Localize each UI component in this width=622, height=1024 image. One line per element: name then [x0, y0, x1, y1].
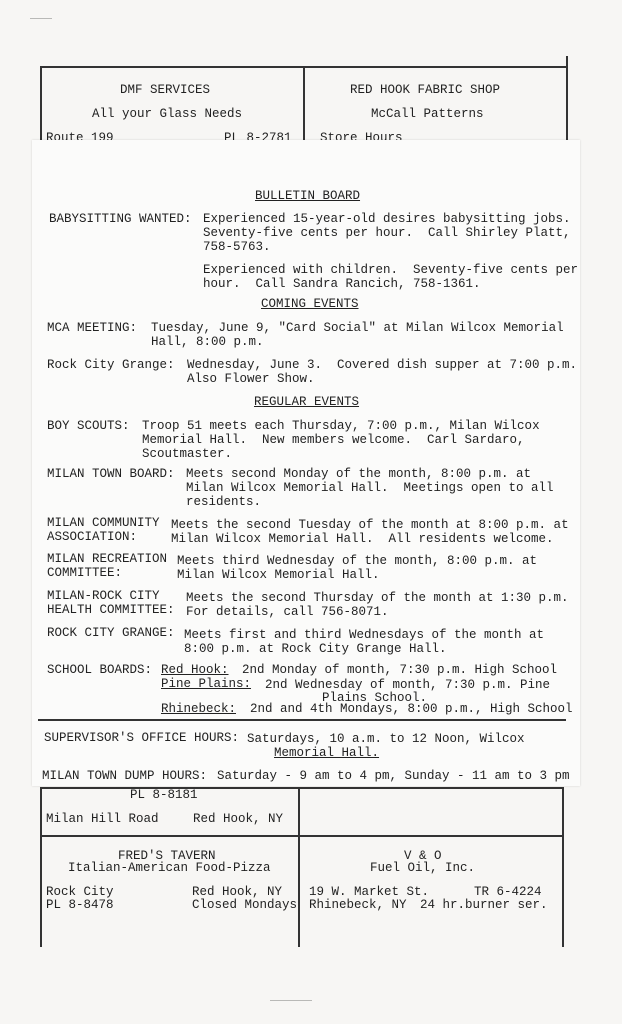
grange-line: Also Flower Show.	[187, 372, 315, 386]
supervisor-line: Memorial Hall.	[274, 746, 380, 760]
scan-mark	[270, 1000, 312, 1001]
boy-scouts-label: BOY SCOUTS:	[47, 419, 130, 433]
boy-scouts-line: Troop 51 meets each Thursday, 7:00 p.m., Milan Wilcox	[142, 419, 540, 433]
health-line: Meets the second Thursday of the month at 1:30 p.m.	[186, 591, 569, 605]
health-label: HEALTH COMMITTEE:	[47, 603, 175, 617]
supervisor-line: Saturdays, 10 a.m. to 12 Noon, Wilcox	[247, 732, 525, 746]
community-label: MILAN COMMUNITY	[47, 516, 160, 530]
separator-line	[38, 719, 566, 721]
pine-plains-text: 2nd Wednesday of month, 7:30 p.m. Pine	[265, 678, 551, 692]
fabric-shop-hours-partial: Store Hours	[320, 131, 403, 140]
coming-events-title: COMING EVENTS	[261, 297, 359, 311]
freds-tagline: Italian-American Food-Pizza	[68, 861, 271, 875]
recreation-line: Milan Wilcox Memorial Hall.	[177, 568, 380, 582]
bottom-frame-top	[40, 787, 562, 789]
supervisor-label: SUPERVISOR'S OFFICE HOURS:	[44, 731, 240, 745]
babysitting-line: Experienced with children. Seventy-five cents per	[203, 263, 579, 277]
ad-town: Red Hook, NY	[193, 812, 284, 826]
recreation-label: COMMITTEE:	[47, 566, 123, 580]
bottom-frame-left	[40, 787, 42, 947]
freds-name: FRED'S TAVERN	[118, 849, 216, 863]
bottom-frame-right	[562, 787, 564, 947]
freds-phone: PL 8-8478	[46, 898, 114, 912]
red-hook-text: 2nd Monday of month, 7:30 p.m. High School	[242, 663, 558, 677]
babysitting-line: hour. Call Sandra Rancich, 758-1361.	[203, 277, 481, 291]
town-board-line: Meets second Monday of the month, 8:00 p.m. at	[186, 467, 532, 481]
town-board-line: residents.	[186, 495, 262, 509]
babysitting-line: 758-5763.	[203, 240, 271, 254]
recreation-label: MILAN RECREATION	[47, 552, 168, 566]
ad-phone: PL 8-8181	[130, 788, 198, 802]
vo-street: 19 W. Market St.	[309, 885, 430, 899]
town-board-line: Milan Wilcox Memorial Hall. Meetings open to all	[186, 481, 554, 495]
vo-name: V & O	[404, 849, 442, 863]
dump-text: Saturday - 9 am to 4 pm, Sunday - 11 am to 3 pm	[217, 769, 570, 783]
babysitting-line: Experienced 15-year-old desires babysitting jobs.	[203, 212, 571, 226]
grange-regular-line: 8:00 p.m. at Rock City Grange Hall.	[184, 642, 447, 656]
babysitting-line: Seventy-five cents per hour. Call Shirley Platt,	[203, 226, 571, 240]
vo-phone: TR 6-4224	[474, 885, 542, 899]
rhinebeck-name: Rhinebeck:	[161, 702, 237, 716]
recreation-line: Meets third Wednesday of the month, 8:00 p.m. at	[177, 554, 538, 568]
health-line: For details, call 756-8071.	[186, 605, 389, 619]
regular-events-title: REGULAR EVENTS	[254, 395, 360, 409]
vo-service: 24 hr.burner ser.	[420, 898, 548, 912]
grange-regular-line: Meets first and third Wednesdays of the month at	[184, 628, 545, 642]
community-label: ASSOCIATION:	[47, 530, 138, 544]
community-line: Meets the second Tuesday of the month at 8:00 p.m. at	[171, 518, 569, 532]
scan-mark	[30, 18, 52, 19]
mca-line: Hall, 8:00 p.m.	[151, 335, 264, 349]
vo-town: Rhinebeck, NY	[309, 898, 407, 912]
fabric-shop-name: RED HOOK FABRIC SHOP	[350, 83, 501, 97]
community-line: Milan Wilcox Memorial Hall. All residents welcome.	[171, 532, 554, 546]
grange-regular-label: ROCK CITY GRANGE:	[47, 626, 175, 640]
top-frame-left	[40, 66, 42, 142]
babysitting-label: BABYSITTING WANTED:	[49, 212, 192, 226]
top-frame-right	[566, 56, 568, 142]
health-label: MILAN-ROCK CITY	[47, 589, 160, 603]
bottom-frame-middle	[40, 835, 562, 837]
vo-tagline: Fuel Oil, Inc.	[370, 861, 476, 875]
grange-line: Wednesday, June 3. Covered dish supper at 7:00 p.m.	[187, 358, 578, 372]
bottom-frame-divider	[298, 787, 300, 947]
dump-label: MILAN TOWN DUMP HOURS:	[42, 769, 208, 783]
freds-town: Rock City	[46, 885, 114, 899]
bulletin-title: BULLETIN BOARD	[255, 189, 361, 203]
dmf-name: DMF SERVICES	[120, 83, 211, 97]
dmf-address-partial: Route 199	[46, 131, 114, 140]
grange-label: Rock City Grange:	[47, 358, 175, 372]
mca-label: MCA MEETING:	[47, 321, 138, 335]
dmf-phone-partial: PL 8-2781	[224, 131, 292, 140]
pine-plains-text: Plains School.	[322, 691, 428, 705]
red-hook-name: Red Hook:	[161, 663, 229, 677]
dmf-tagline: All your Glass Needs	[92, 107, 243, 121]
fabric-shop-tagline: McCall Patterns	[371, 107, 484, 121]
ad-address: Milan Hill Road	[46, 812, 159, 826]
town-board-label: MILAN TOWN BOARD:	[47, 467, 175, 481]
school-boards-label: SCHOOL BOARDS:	[47, 663, 153, 677]
boy-scouts-line: Memorial Hall. New members welcome. Carl Sardaro,	[142, 433, 525, 447]
pine-plains-name: Pine Plains:	[161, 677, 252, 691]
boy-scouts-line: Scoutmaster.	[142, 447, 233, 461]
rhinebeck-text: 2nd and 4th Mondays, 8:00 p.m., High School	[250, 702, 573, 716]
freds-closed: Closed Mondays	[192, 898, 298, 912]
freds-address: Red Hook, NY	[192, 885, 283, 899]
mca-line: Tuesday, June 9, "Card Social" at Milan Wilcox Memorial	[151, 321, 564, 335]
top-frame-divider	[303, 66, 305, 142]
